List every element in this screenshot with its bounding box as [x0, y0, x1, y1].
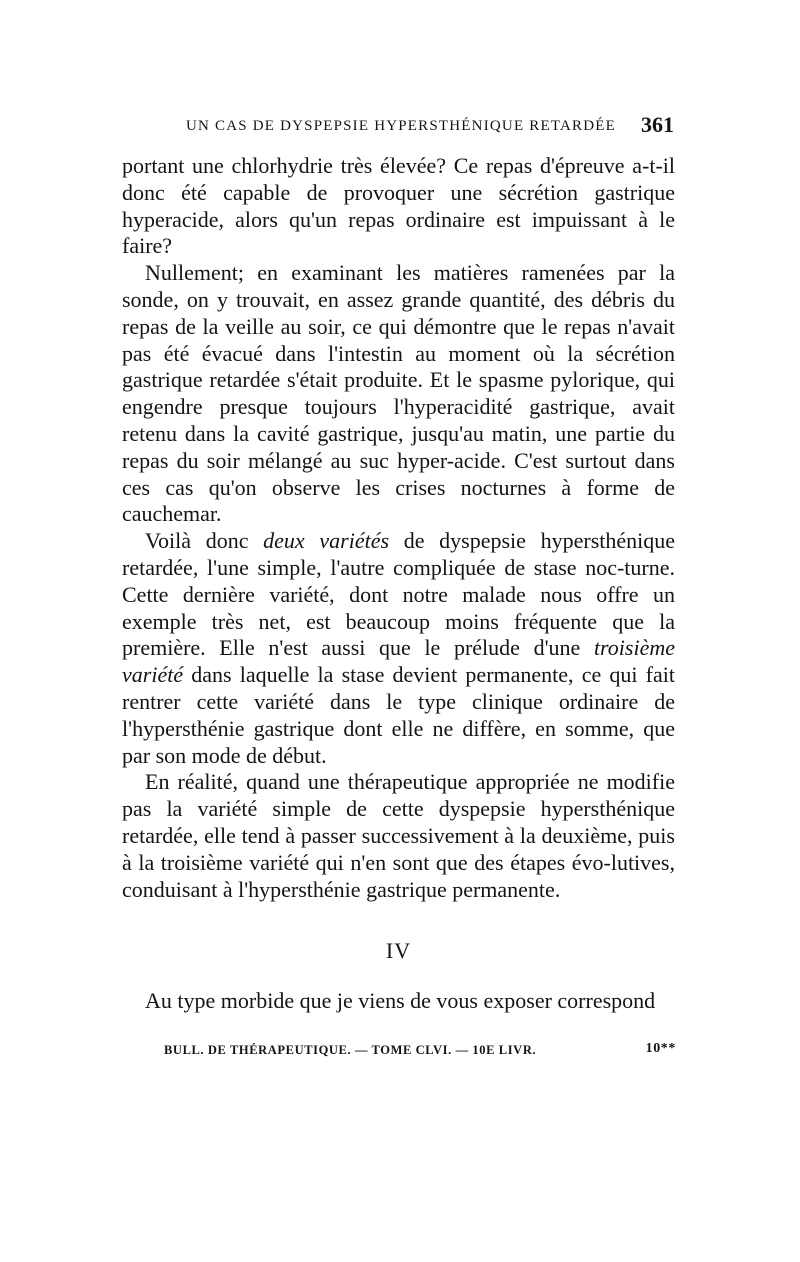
emphasis-deux-varietes: deux variétés: [263, 528, 390, 554]
paragraph-2: Nullement; en examinant les matières ramenées par la sonde, on y trouvait, en assez grande quantité, des débris du repas de la veille au soir, ce qui démontre que le repas n'avait pas été évacué dans l'intestin au moment où la sécrétion gastrique retardée s'était produite. Et le spasme pylorique, qui engendre presque toujours l'hyperacidité gastrique, avait retenu dans la cavité gastrique, jusqu'au matin, une partie du repas du soir mélangé au suc hyper-acide. C'est surtout dans ces cas qu'on observe les crises nocturnes à forme de cauchemar.: [122, 260, 675, 527]
signature-line: [164, 1043, 676, 1058]
running-head: [186, 112, 674, 142]
paragraph-3-part-c: dans laquelle la stase devient permanente, ce qui fait rentrer cette variété dans le type clinique ordinaire de l'hypersthénie gastrique dont elle ne diffère, en somme, que par son mode de début.: [122, 662, 675, 768]
paragraph-1: portant une chlorhydrie très élevée? Ce repas d'épreuve a-t-il donc été capable de provoquer une sécrétion gastrique hyperacide, alors qu'un repas ordinaire est impuissant à le faire?: [122, 153, 675, 259]
section-opening-line: Au type morbide que je viens de vous exposer correspond: [145, 988, 656, 1013]
sheet-mark: 10**: [645, 1041, 676, 1056]
body-text: [122, 153, 675, 903]
page-number: 361: [641, 112, 674, 137]
journal-signature: BULL. DE THÉRAPEUTIQUE. — TOME CLVI. — 10E LIVR.: [164, 1043, 537, 1057]
section-heading: IV: [385, 938, 412, 963]
emphasis-troisieme-variete: troisième variété: [122, 635, 675, 688]
running-title: UN CAS DE DYSPEPSIE HYPERSTHÉNIQUE RETARDÉE: [186, 118, 616, 134]
paragraph-4: En réalité, quand une thérapeutique appropriée ne modifie pas la variété simple de cette dyspepsie hypersthénique retardée, elle tend à passer successivement à la deuxième, puis à la troisième variété qui n'en sont que des étapes évo-lutives, conduisant à l'hypersthénie gastrique permanente.: [122, 769, 675, 902]
paragraph-3-part-a: Voilà donc: [145, 528, 264, 554]
paragraph-3: [122, 528, 675, 769]
paragraph-3-part-b: de dyspepsie hypersthénique retardée, l'une simple, l'autre compliquée de stase noc-turne. Cette dernière variété, dont notre malade nous offre un exemple très net, est beaucoup moins fréquente que la première. Elle n'est aussi que le prélude d'une: [122, 528, 676, 661]
